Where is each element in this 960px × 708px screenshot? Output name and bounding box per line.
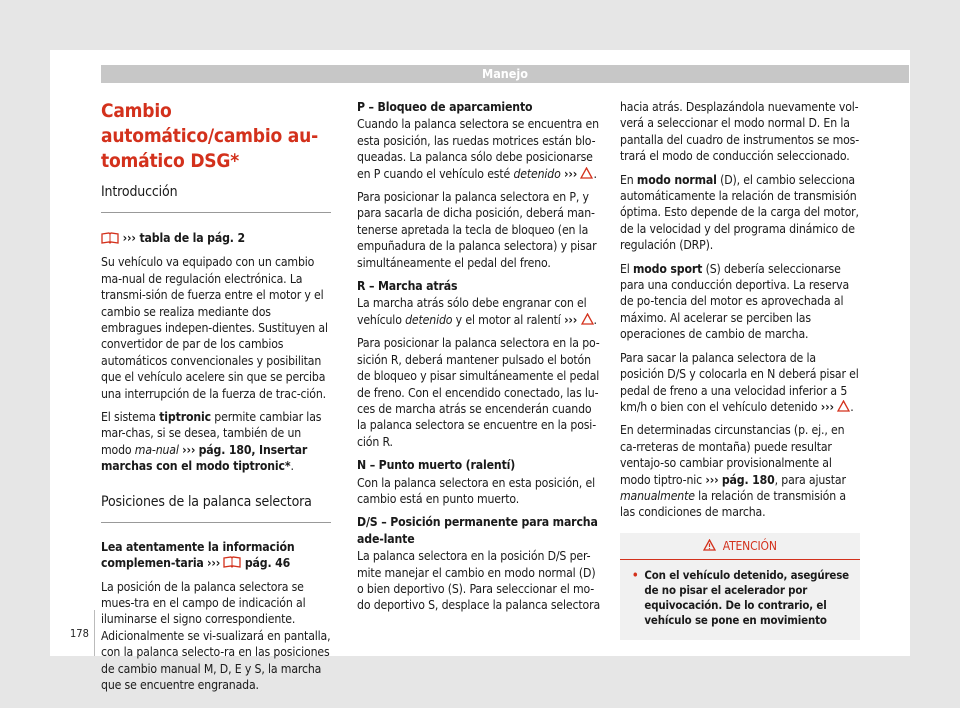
section-r-paragraph-1: La marcha atrás sólo debe engranar con el vehículo detenido y el motor al ralentí ››› . [357, 296, 597, 327]
info-notice: Lea atentamente la información complemen-taria ››› pág. 46 [101, 539, 295, 571]
table-reference[interactable] [101, 230, 331, 246]
warning-triangle-icon[interactable] [580, 167, 593, 179]
section-ds-paragraph: La palanca selectora en la posición D/S per-mite manejar el cambio en modo normal (D) o bien deportivo (S). Para seleccionar el mo-do deportivo S, desplace la palanca selectora [357, 549, 601, 613]
continued-paragraph: hacia atrás. Desplazándola nuevamente vol-verá a seleccionar el modo normal D. En la pantalla del cuadro de instrumentos se mos-trará el modo de conducción seleccionado. [620, 100, 860, 164]
section-r-heading: R – Marcha atrás [357, 279, 458, 294]
warning-box [620, 533, 860, 640]
chevron-double-right-icon: ››› [564, 312, 578, 327]
subheading-positions: Posiciones de la palanca selectora [101, 493, 331, 523]
chevron-double-right-icon: ››› [119, 231, 140, 245]
exit-ds-paragraph: Para sacar la palanca selectora de la posición D/S y colocarla en N deberá pisar el pedal de freno a una velocidad inferior a 5 km/h o bien con el vehículo detenido ››› . [620, 350, 859, 414]
positions-paragraph: La posición de la palanca selectora se mues-tra en el campo de indicación al iluminarse el signo correspondiente. Adicionalmente se vi-sualizará en pantalla, con la palanca selecto-ra en las posiciones de cambio manual M, D, E y S, la marcha que se encuentre engranada. [101, 579, 331, 692]
chevron-double-right-icon: ››› [182, 442, 196, 457]
sport-mode-paragraph: El modo sport (S) debería seleccionarse para una conducción deportiva. La reserva de po-tencia del motor es aprovechada al máximo. Al acelerar se perciben las operaciones de cambio de marcha. [620, 261, 850, 342]
info-page-link[interactable]: pág. 46 [244, 556, 291, 571]
column-3 [620, 99, 860, 640]
bullet-icon: • [632, 567, 639, 582]
table-reference-text: tabla de la pág. 2 [139, 231, 245, 245]
chevron-double-right-icon: ››› [564, 166, 578, 181]
warning-title: ATENCIÓN [722, 538, 777, 553]
warning-text: Con el vehículo detenido, asegúrese de no pisar el acelerador por equivocación. De lo contrario, el vehículo se pone en movimiento [644, 567, 849, 627]
section-header: Manejo [101, 65, 909, 83]
subheading-intro: Introducción [101, 183, 331, 213]
normal-mode-paragraph: En modo normal (D), el cambio selecciona automáticamente la relación de transmisión óptima. Esto depende de la carga del motor, de la velocidad y del programa dinámico de regulación (DRP). [620, 172, 859, 253]
section-p-heading: P – Bloqueo de aparcamiento [357, 100, 533, 114]
page-number-divider [94, 610, 95, 656]
intro-paragraph: Su vehículo va equipado con un cambio ma-nual de regulación electrónica. La transmi-sión de fuerza entre el motor y el cambio se realiza mediante dos embragues indepen-dientes. Sustituyen al convertidor de par de los cambios automáticos convencionales y posibilitan que el vehículo acelere sin que se perciba una interrupción de la fuerza de trac-ción. [101, 255, 328, 401]
chevron-double-right-icon: ››› [820, 399, 834, 414]
warning-body [620, 560, 860, 640]
page-number: 178 [70, 627, 89, 640]
warning-triangle-icon [703, 539, 716, 551]
chevron-double-right-icon: ››› [207, 556, 221, 571]
section-p-paragraph-1: Cuando la palanca selectora se encuentra en esta posición, las ruedas motrices están blo-queadas. La palanca sólo debe posicionarse en P cuando el vehículo esté detenido ››› . [357, 117, 599, 181]
tiptronic-page-link[interactable]: pág. 180 [721, 472, 775, 487]
section-r-paragraph-2: Para posicionar la palanca selectora en la po-sición R, deberá mantener pulsado el botón de bloqueo y pisar simultáneamente el pedal de freno. Con el encendido conectado, las lu-ces de marcha atrás se encenderán cuando la palanca selectora se encuentre en la posi-ción R. [357, 336, 600, 449]
book-icon [223, 556, 241, 568]
section-n-paragraph: Con la palanca selectora en esta posición, el cambio está en punto muerto. [357, 475, 595, 506]
column-2 [357, 99, 601, 621]
warning-triangle-icon[interactable] [837, 400, 850, 412]
section-p-paragraph-2: Para posicionar la palanca selectora en P, y para sacarla de dicha posición, deberá man-tenerse apretada la tecla de bloqueo (en la empuñadura de la palanca selectora) y pisar simultáneamente el pedal del freno. [357, 190, 597, 270]
page-title: Cambio automático/cambio au-tomático DSG* [101, 100, 318, 172]
book-icon [101, 232, 119, 244]
column-1 [101, 99, 331, 700]
tiptronic-term: tiptronic [159, 410, 211, 425]
special-circumstances-paragraph: En determinadas circunstancias (p. ej., en ca-rreteras de montaña) puede resultar ventajo-so cambiar provisionalmente al modo tiptro-nic ››› pág. 180, para ajustar manualmente la relación de transmisión a las condiciones de marcha. [620, 423, 846, 520]
section-n-heading: N – Punto muerto (ralentí) [357, 458, 516, 473]
chevron-double-right-icon: ››› [705, 472, 719, 487]
section-ds-heading: D/S – Posición permanente para marcha ade-lante [357, 515, 598, 546]
warning-header [620, 533, 860, 560]
manual-page [50, 50, 910, 692]
tiptronic-page-link[interactable]: pág. 180, Insertar marchas con el modo tiptronic* [101, 442, 308, 474]
tiptronic-paragraph: El sistema tiptronic permite cambiar las mar-chas, si se desea, también de un modo ma-nual ››› pág. 180, Insertar marchas con el modo tiptronic*. [101, 410, 322, 474]
warning-triangle-icon[interactable] [581, 313, 594, 325]
